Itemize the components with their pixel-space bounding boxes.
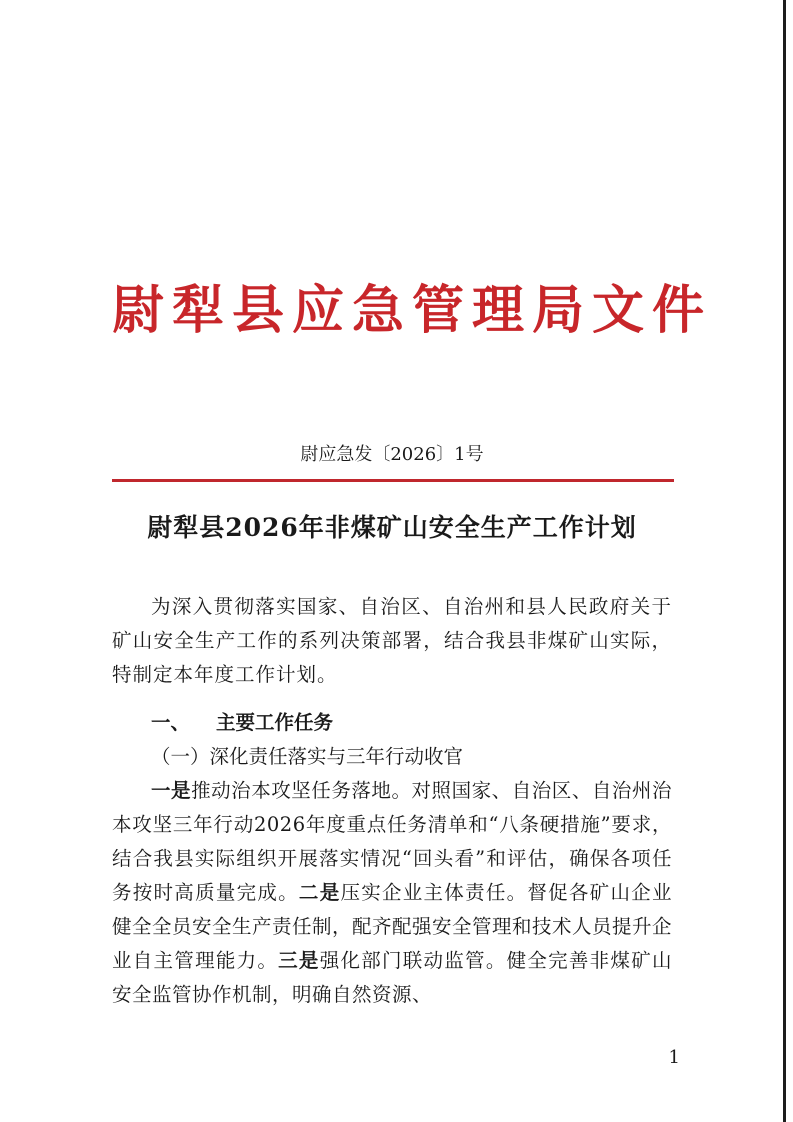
- keyword-first: 一是: [151, 779, 192, 802]
- page-number: 1: [668, 1047, 680, 1068]
- intro-paragraph: 为深入贯彻落实国家、自治区、自治州和县人民政府关于矿山安全生产工作的系列决策部署，结合我县非煤矿山实际，特制定本年度工作计划。: [112, 595, 672, 686]
- keyword-second: 二是: [298, 881, 341, 904]
- document-title: 尉犁县2026年非煤矿山安全生产工作计划: [147, 513, 637, 542]
- text-second: 压实企业主体责任。督促各矿山企业健全全员安全生产责任制，配齐配强安全管理和技术人员提升企业自主管理能力。: [112, 881, 673, 972]
- keyword-third: 三是: [278, 949, 320, 972]
- section-heading: [151, 706, 711, 740]
- agency-header-title: 尉犁县应急管理局文件: [112, 280, 713, 341]
- section-heading-text: 主要工作任务: [216, 711, 334, 734]
- body-paragraph: [112, 774, 672, 1012]
- red-divider-line: [112, 479, 674, 482]
- page-edge-shadow: [783, 0, 786, 1122]
- text-third: 强化部门联动监管。健全完善非煤矿山安全监管协作机制，明确自然资源、: [112, 949, 672, 1006]
- section-number: 一、: [151, 711, 191, 734]
- text-first: 推动治本攻坚任务落地。对照国家、自治区、自治州治本攻坚三年行动2026年度重点任务清单和“八条硬措施”要求，结合我县实际组织开展落实情况“回头看”和评估，确保各项任务按时高质量完成。: [112, 779, 672, 904]
- document-number: 尉应急发〔2026〕1号: [300, 444, 484, 465]
- subsection-heading: （一）深化责任落实与三年行动收官: [151, 745, 464, 768]
